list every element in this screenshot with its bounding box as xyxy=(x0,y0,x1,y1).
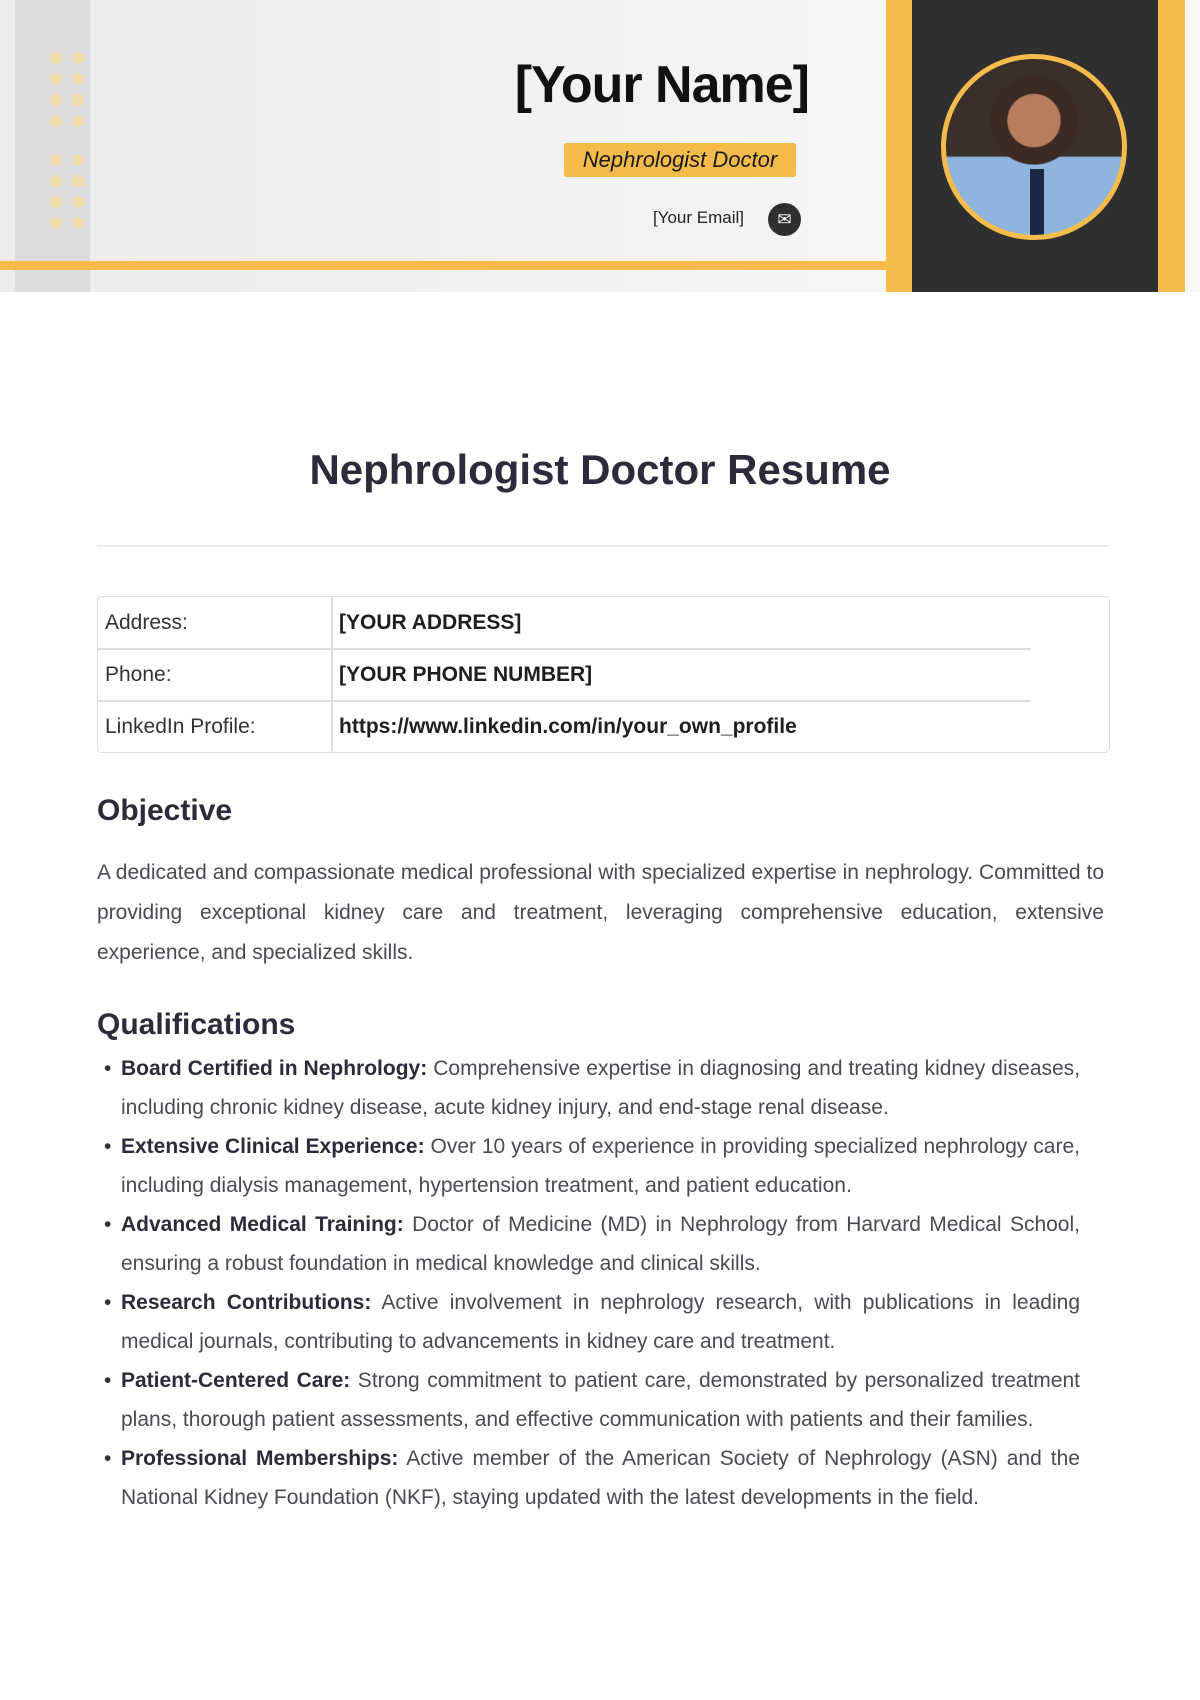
item-title: Professional Memberships: xyxy=(121,1447,399,1470)
contact-value: [YOUR ADDRESS] xyxy=(339,611,522,634)
divider xyxy=(97,545,1110,547)
linkedin-link[interactable]: https://www.linkedin.com/in/your_own_profile xyxy=(339,715,797,738)
item-text: Active involvement in nephrology research, with publications in leading medical journals, contributing to advancements in kidney care and treatment. xyxy=(121,1291,1080,1353)
page-title: Nephrologist Doctor Resume xyxy=(309,446,891,493)
contact-label: Address: xyxy=(105,611,188,634)
contact-row-phone xyxy=(98,649,1129,701)
item-text: Strong commitment to patient care, demonstrated by personalized treatment plans, thorough patient assessments, and effective communication with patients and their families. xyxy=(121,1369,1080,1431)
qualifications-heading: Qualifications xyxy=(97,1008,296,1041)
objective-heading: Objective xyxy=(97,794,233,827)
item-text: Active member of the American Society of Nephrology (ASN) and the National Kidney Foundation (NKF), staying updated with the latest developments in the field. xyxy=(121,1447,1080,1509)
list-item xyxy=(104,1439,1080,1517)
list-item xyxy=(104,1127,1080,1205)
list-item xyxy=(104,1205,1080,1283)
email-text[interactable]: [Your Email] xyxy=(652,208,744,227)
candidate-name: [Your Name] xyxy=(514,56,809,114)
resume-header xyxy=(0,0,1200,292)
decorative-dots xyxy=(50,52,84,229)
objective-text: A dedicated and compassionate medical professional with specialized expertise in nephrology. Committed to providing exceptional kidney care and treatment, leveraging comprehensive education, extensive experience, and specialized skills. xyxy=(97,861,1104,964)
accent-line xyxy=(0,261,886,270)
item-title: Patient-Centered Care: xyxy=(121,1369,351,1392)
qualifications-list xyxy=(104,1049,1080,1517)
item-title: Research Contributions: xyxy=(121,1291,372,1314)
list-item xyxy=(104,1049,1080,1127)
item-text: Doctor of Medicine (MD) in Nephrology from Harvard Medical School, ensuring a robust foundation in medical knowledge and clinical skills. xyxy=(121,1213,1080,1275)
item-text: Comprehensive expertise in diagnosing and treating kidney diseases, including chronic kidney disease, acute kidney injury, and end-stage renal disease. xyxy=(121,1057,1081,1119)
list-item xyxy=(104,1361,1080,1439)
contact-label: Phone: xyxy=(105,663,172,686)
contact-row-address xyxy=(98,597,1129,649)
decorative-strip xyxy=(15,0,90,292)
envelope-icon[interactable]: ✉ xyxy=(768,203,801,236)
list-item xyxy=(104,1283,1080,1361)
item-title: Advanced Medical Training: xyxy=(121,1213,404,1236)
contact-value: [YOUR PHONE NUMBER] xyxy=(339,663,593,686)
item-title: Board Certified in Nephrology: xyxy=(121,1057,428,1080)
item-title: Extensive Clinical Experience: xyxy=(121,1135,425,1158)
role-badge: Nephrologist Doctor xyxy=(564,143,796,177)
contact-row-linkedin xyxy=(98,701,1129,753)
item-text: Over 10 years of experience in providing specialized nephrology care, including dialysis management, hypertension treatment, and patient education. xyxy=(121,1135,1080,1197)
contact-table xyxy=(97,596,1110,753)
contact-label: LinkedIn Profile: xyxy=(105,715,256,738)
profile-photo xyxy=(941,54,1127,240)
